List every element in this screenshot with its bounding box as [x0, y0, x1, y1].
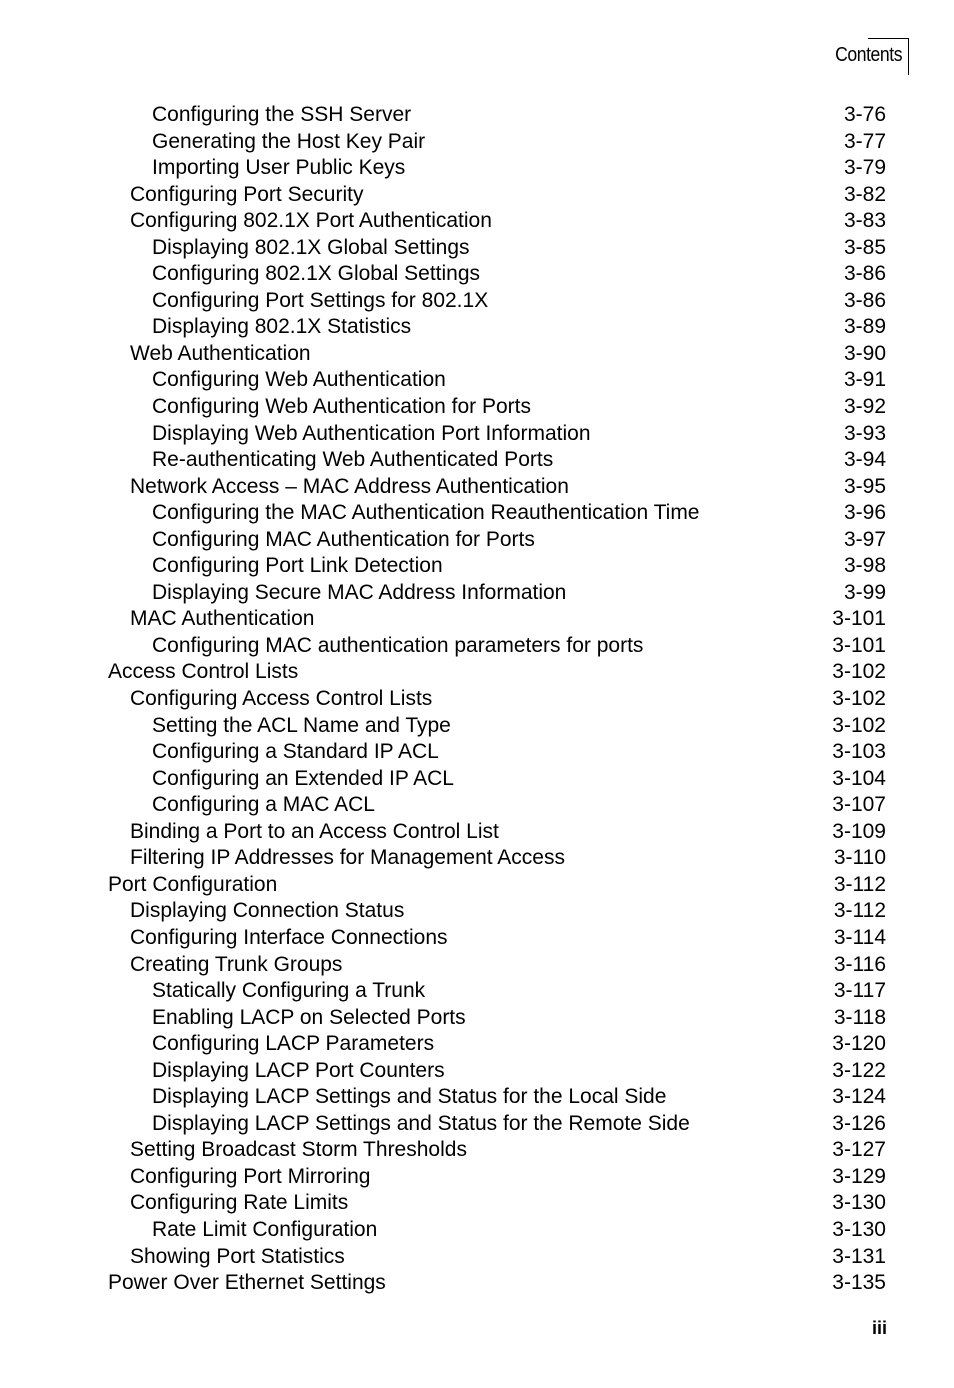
- toc-entry-page: 3-76: [843, 103, 886, 126]
- toc-entry-title: Configuring Web Authentication: [152, 368, 446, 392]
- toc-entry[interactable]: [108, 341, 886, 368]
- toc-entry-title: Displaying Secure MAC Address Information: [152, 580, 567, 604]
- toc-entry-title: Configuring the MAC Authentication Reauthentication Time: [152, 501, 700, 525]
- toc-entry-page: 3-77: [843, 129, 886, 153]
- toc-entry[interactable]: [108, 314, 886, 341]
- toc-entry[interactable]: [108, 129, 886, 156]
- toc-entry-page: 3-102: [832, 660, 886, 684]
- toc-entry[interactable]: [108, 1031, 886, 1058]
- toc-entry-title: Generating the Host Key Pair: [152, 129, 426, 153]
- toc-entry-title: Configuring 802.1X Port Authentication: [130, 209, 492, 233]
- toc-entry-title: Configuring the SSH Server: [152, 103, 412, 126]
- toc-entry[interactable]: [108, 1217, 886, 1244]
- toc-entry[interactable]: [108, 288, 886, 315]
- toc-entry-title: Configuring Port Link Detection: [152, 554, 443, 578]
- toc-entry-page: 3-116: [833, 952, 886, 976]
- toc-entry-page: 3-102: [832, 713, 886, 737]
- toc-entry-page: 3-129: [832, 1164, 886, 1188]
- toc-entry-page: 3-118: [833, 1005, 886, 1029]
- table-of-contents: [108, 102, 886, 1297]
- toc-entry[interactable]: [108, 1005, 886, 1032]
- toc-entry[interactable]: [108, 500, 886, 527]
- page-number: iii: [871, 1318, 887, 1338]
- toc-entry[interactable]: [108, 474, 886, 501]
- toc-entry-title: Configuring Port Settings for 802.1X: [152, 288, 489, 312]
- toc-entry-page: 3-91: [843, 368, 886, 392]
- toc-entry-page: 3-93: [843, 421, 886, 445]
- toc-entry-title: Configuring 802.1X Global Settings: [152, 262, 481, 286]
- toc-entry-page: 3-122: [832, 1058, 886, 1082]
- toc-entry-page: 3-114: [833, 925, 886, 949]
- toc-entry-title: Access Control Lists: [108, 660, 299, 684]
- toc-entry-title: Configuring Interface Connections: [130, 925, 448, 949]
- toc-entry-title: Network Access – MAC Address Authentication: [130, 474, 569, 498]
- toc-entry-page: 3-126: [832, 1111, 886, 1135]
- toc-entry-page: 3-95: [843, 474, 886, 498]
- toc-entry[interactable]: [108, 394, 886, 421]
- toc-entry-title: Configuring LACP Parameters: [152, 1032, 435, 1056]
- toc-entry-title: Configuring Port Security: [130, 182, 364, 206]
- toc-entry-title: Displaying Web Authentication Port Information: [152, 421, 591, 445]
- toc-entry[interactable]: [108, 978, 886, 1005]
- toc-entry[interactable]: [108, 527, 886, 554]
- toc-entry-page: 3-120: [832, 1032, 886, 1056]
- toc-entry-page: 3-86: [843, 288, 886, 312]
- toc-entry-title: Displaying Connection Status: [130, 899, 405, 923]
- toc-entry[interactable]: [108, 952, 886, 979]
- toc-entry-page: 3-117: [833, 979, 886, 1003]
- toc-entry-title: Statically Configuring a Trunk: [152, 979, 426, 1003]
- toc-entry-title: Setting Broadcast Storm Thresholds: [130, 1138, 467, 1162]
- toc-entry-title: Configuring MAC Authentication for Ports: [152, 527, 535, 551]
- toc-entry-title: Importing User Public Keys: [152, 156, 406, 180]
- toc-entry-title: MAC Authentication: [130, 607, 315, 631]
- toc-entry-title: Web Authentication: [130, 341, 311, 365]
- toc-entry-page: 3-131: [832, 1244, 886, 1268]
- toc-entry[interactable]: [108, 580, 886, 607]
- toc-entry-page: 3-135: [832, 1271, 886, 1295]
- toc-entry-page: 3-107: [832, 793, 886, 817]
- toc-entry[interactable]: [108, 1111, 886, 1138]
- toc-entry-title: Binding a Port to an Access Control List: [130, 819, 499, 843]
- toc-entry-page: 3-112: [833, 899, 886, 923]
- toc-entry-page: 3-98: [843, 554, 886, 578]
- toc-entry-page: 3-97: [843, 527, 886, 551]
- toc-entry[interactable]: [108, 182, 886, 209]
- toc-entry-title: Configuring Rate Limits: [130, 1191, 349, 1215]
- toc-entry-page: 3-79: [843, 156, 886, 180]
- toc-entry[interactable]: [108, 553, 886, 580]
- toc-entry-page: 3-86: [843, 262, 886, 286]
- toc-entry-title: Configuring a MAC ACL: [152, 793, 375, 817]
- toc-entry-title: Configuring Access Control Lists: [130, 687, 433, 711]
- toc-entry[interactable]: [108, 898, 886, 925]
- toc-entry[interactable]: [108, 766, 886, 793]
- toc-entry[interactable]: [108, 208, 886, 235]
- toc-entry-page: 3-89: [843, 315, 886, 339]
- toc-entry-page: 3-85: [843, 235, 886, 259]
- toc-entry[interactable]: [108, 792, 886, 819]
- toc-entry[interactable]: [108, 819, 886, 846]
- toc-entry-page: 3-102: [832, 687, 886, 711]
- toc-entry[interactable]: [108, 1270, 886, 1297]
- toc-entry-page: 3-101: [832, 607, 886, 631]
- toc-entry[interactable]: [108, 155, 886, 182]
- toc-entry-title: Displaying 802.1X Statistics: [152, 315, 412, 339]
- toc-entry-title: Enabling LACP on Selected Ports: [152, 1005, 466, 1029]
- toc-entry[interactable]: [108, 235, 886, 262]
- toc-entry-title: Port Configuration: [108, 872, 278, 896]
- toc-entry[interactable]: [108, 845, 886, 872]
- toc-entry-title: Rate Limit Configuration: [152, 1217, 378, 1241]
- toc-entry-title: Displaying LACP Settings and Status for the Local Side: [152, 1085, 667, 1109]
- toc-entry-page: 3-130: [832, 1217, 886, 1241]
- toc-entry[interactable]: [108, 713, 886, 740]
- toc-entry-page: 3-104: [832, 766, 886, 790]
- toc-entry[interactable]: [108, 686, 886, 713]
- toc-entry[interactable]: [108, 659, 886, 686]
- toc-entry[interactable]: [108, 367, 886, 394]
- toc-entry[interactable]: [108, 102, 886, 129]
- toc-entry-title: Configuring Web Authentication for Ports: [152, 395, 531, 419]
- toc-entry-page: 3-92: [843, 395, 886, 419]
- toc-entry-page: 3-109: [832, 819, 886, 843]
- toc-entry-title: Displaying 802.1X Global Settings: [152, 235, 470, 259]
- toc-entry[interactable]: [108, 606, 886, 633]
- toc-entry-page: 3-130: [832, 1191, 886, 1215]
- toc-entry-page: 3-82: [843, 182, 886, 206]
- toc-entry-page: 3-96: [843, 501, 886, 525]
- toc-entry[interactable]: [108, 1137, 886, 1164]
- toc-entry[interactable]: [108, 633, 886, 660]
- toc-entry-title: Configuring a Standard IP ACL: [152, 740, 439, 764]
- toc-entry-title: Re-authenticating Web Authenticated Ports: [152, 448, 554, 472]
- toc-entry[interactable]: [108, 925, 886, 952]
- toc-entry[interactable]: [108, 872, 886, 899]
- toc-entry-page: 3-124: [832, 1085, 886, 1109]
- toc-entry-page: 3-110: [833, 846, 886, 870]
- toc-entry[interactable]: [108, 421, 886, 448]
- toc-entry-page: 3-90: [843, 341, 886, 365]
- toc-entry[interactable]: [108, 1190, 886, 1217]
- toc-entry-page: 3-127: [832, 1138, 886, 1162]
- toc-entry-title: Power Over Ethernet Settings: [108, 1271, 386, 1295]
- toc-entry-title: Displaying LACP Settings and Status for the Remote Side: [152, 1111, 690, 1135]
- toc-entry-page: 3-112: [833, 872, 886, 896]
- toc-entry-title: Displaying LACP Port Counters: [152, 1058, 445, 1082]
- toc-entry-title: Configuring Port Mirroring: [130, 1164, 371, 1188]
- toc-entry-title: Configuring an Extended IP ACL: [152, 766, 454, 790]
- toc-entry[interactable]: [108, 261, 886, 288]
- toc-entry-title: Showing Port Statistics: [130, 1244, 345, 1268]
- toc-entry-page: 3-103: [832, 740, 886, 764]
- toc-entry[interactable]: [108, 1244, 886, 1271]
- toc-entry-page: 3-83: [843, 209, 886, 233]
- toc-entry-title: Filtering IP Addresses for Management Access: [130, 846, 565, 870]
- toc-entry-title: Creating Trunk Groups: [130, 952, 343, 976]
- toc-entry-title: Setting the ACL Name and Type: [152, 713, 451, 737]
- toc-entry-page: 3-101: [832, 633, 886, 657]
- toc-entry[interactable]: [108, 1084, 886, 1111]
- toc-entry-title: Configuring MAC authentication parameters for ports: [152, 633, 644, 657]
- toc-entry-page: 3-94: [843, 448, 886, 472]
- section-header-label: Contents: [835, 44, 902, 66]
- toc-entry-page: 3-99: [843, 580, 886, 604]
- toc-entry[interactable]: [108, 739, 886, 766]
- toc-entry[interactable]: [108, 447, 886, 474]
- toc-entry[interactable]: [108, 1164, 886, 1191]
- toc-entry[interactable]: [108, 1058, 886, 1085]
